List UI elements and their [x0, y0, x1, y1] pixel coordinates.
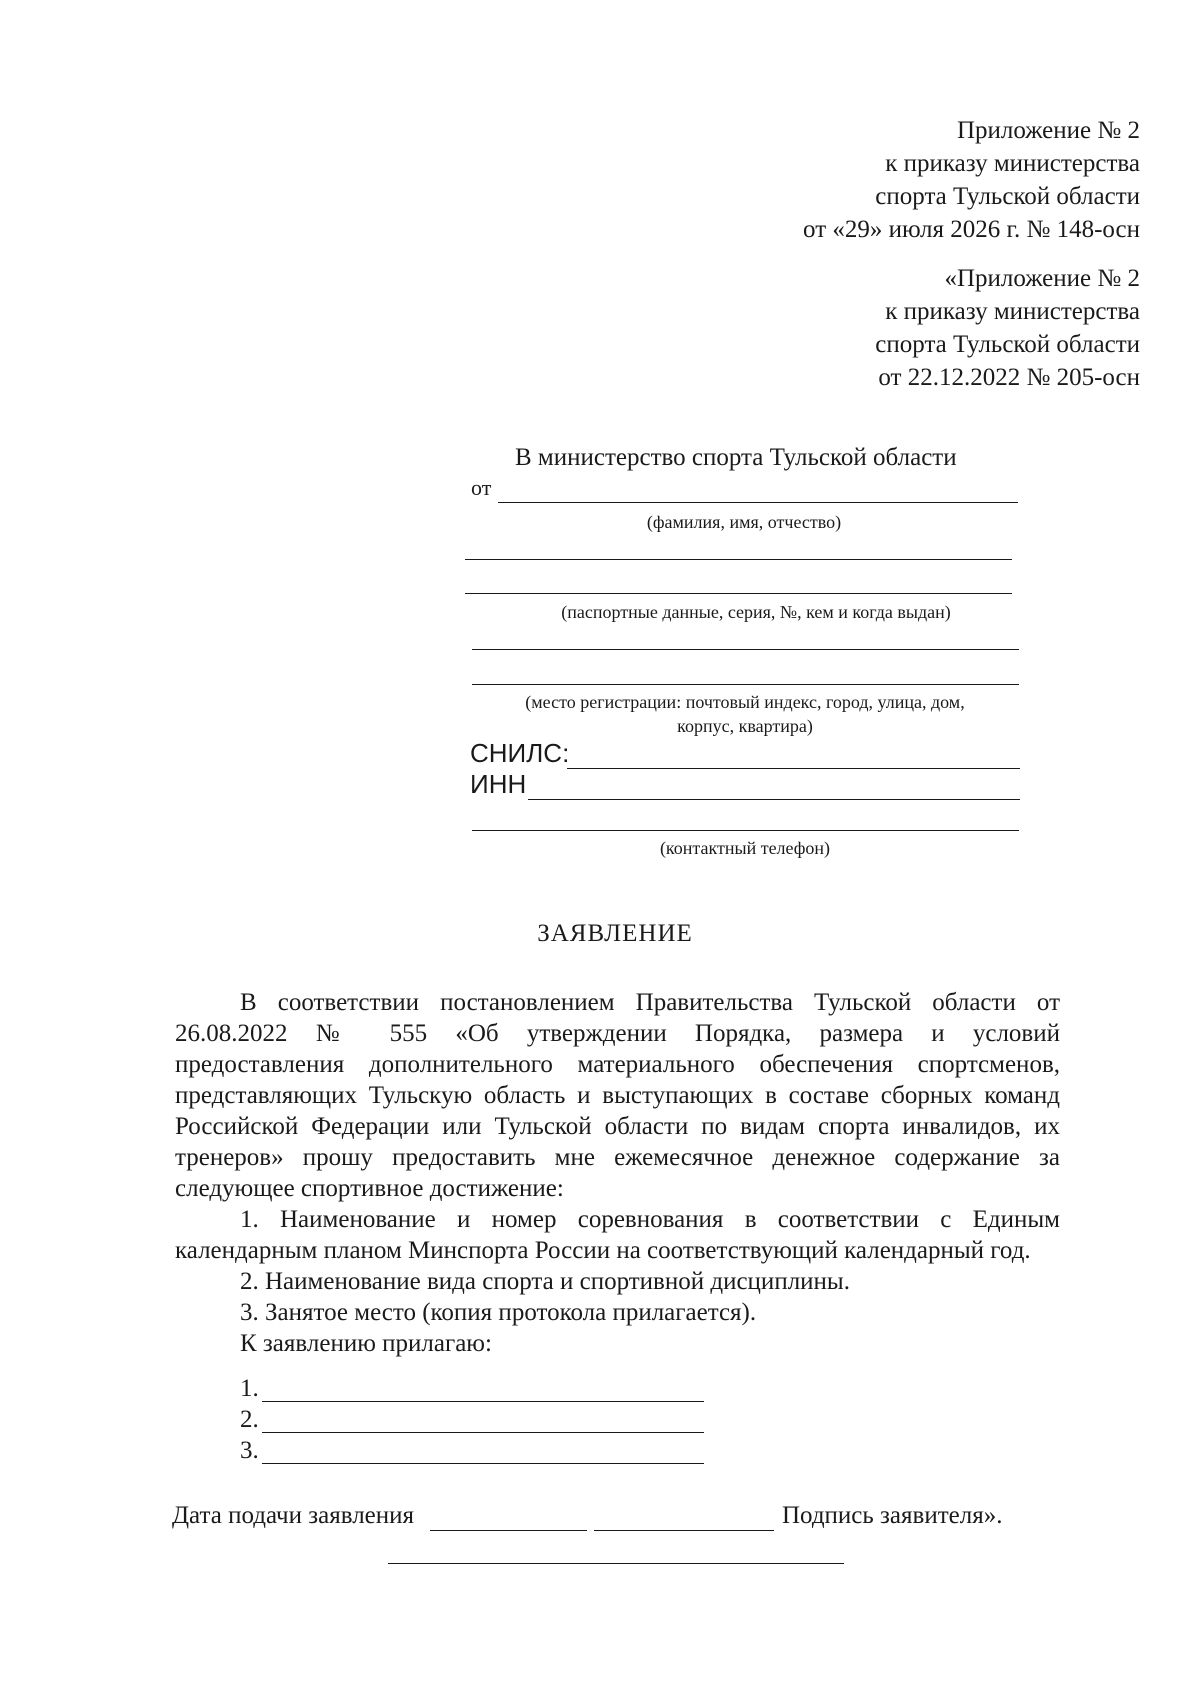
passport-field-1[interactable]	[465, 559, 1012, 560]
signature-field[interactable]	[594, 1530, 774, 1531]
header-current-line-3: спорта Тульской области	[875, 183, 1140, 210]
paragraph-line: представляющих Тульскую область и выступающих в составе сборных команд	[175, 1082, 1060, 1109]
registration-caption-1: (место регистрации: почтовый индекс, город, улица, дом,	[525, 692, 965, 712]
header-current-line-1: Приложение № 2	[956, 117, 1140, 144]
fio-field[interactable]	[498, 502, 1018, 503]
date-label: Дата подачи заявления	[172, 1502, 415, 1529]
statement-paragraph	[175, 987, 1060, 1359]
date-field[interactable]	[430, 1530, 587, 1531]
header-original-line-3: спорта Тульской области	[875, 331, 1140, 358]
item-1-line: календарным планом Минспорта России на соответствующий календарный год.	[175, 1237, 1031, 1264]
fio-caption: (фамилия, имя, отчество)	[646, 512, 842, 532]
paragraph-line: 26.08.2022 № 555 «Об утверждении Порядка, размера и условий	[175, 1020, 1060, 1047]
snils-field[interactable]	[567, 768, 1020, 769]
paragraph-line: Российской Федерации или Тульской области по видам спорта инвалидов, их	[175, 1113, 1060, 1140]
addressee: В министерство спорта Тульской области	[515, 444, 957, 471]
attachments-label: К заявлению прилагаю:	[240, 1330, 492, 1357]
item-2: 2. Наименование вида спорта и спортивной дисциплины.	[240, 1268, 850, 1295]
header-original-line-4: от 22.12.2022 № 205-осн	[878, 364, 1140, 391]
attachment-number-3: 3.	[240, 1437, 259, 1464]
attachment-field-3[interactable]	[262, 1463, 704, 1464]
phone-caption: (контактный телефон)	[659, 838, 831, 858]
header-current-order	[803, 114, 1140, 246]
paragraph-line: В соответствии постановлением Правительства Тульской области от	[240, 989, 1060, 1016]
passport-field-2[interactable]	[465, 593, 1012, 594]
registration-field-1[interactable]	[472, 649, 1019, 650]
attachment-number-1: 1.	[240, 1375, 259, 1402]
document-title: ЗАЯВЛЕНИЕ	[537, 920, 693, 947]
closing-separator	[388, 1563, 844, 1564]
inn-label: ИНН	[470, 769, 527, 799]
inn-field[interactable]	[528, 799, 1020, 800]
header-original-order	[875, 262, 1140, 394]
item-1-line: 1. Наименование и номер соревнования в соответствии с Единым	[240, 1206, 1060, 1233]
paragraph-line: тренеров» прошу предоставить мне ежемесячное денежное содержание за	[175, 1144, 1060, 1171]
paragraph-line: следующее спортивное достижение:	[175, 1175, 564, 1202]
snils-label: СНИЛС:	[470, 738, 570, 768]
signature-label: Подпись заявителя».	[782, 1502, 1003, 1529]
from-label: от	[471, 475, 492, 500]
phone-field[interactable]	[472, 830, 1019, 831]
registration-caption-2: корпус, квартира)	[677, 716, 813, 736]
attachment-number-2: 2.	[240, 1406, 259, 1433]
attachment-field-1[interactable]	[262, 1401, 704, 1402]
header-current-line-2: к приказу министерства	[885, 150, 1140, 177]
registration-field-2[interactable]	[472, 684, 1019, 685]
header-current-line-4: от «29» июля 2026 г. № 148-осн	[803, 216, 1140, 243]
item-3: 3. Занятое место (копия протокола прилагается).	[240, 1299, 757, 1326]
passport-caption: (паспортные данные, серия, №, кем и когда выдан)	[561, 602, 951, 622]
header-original-line-2: к приказу министерства	[885, 298, 1140, 325]
attachment-field-2[interactable]	[262, 1432, 704, 1433]
paragraph-line: предоставления дополнительного материального обеспечения спортсменов,	[175, 1051, 1060, 1078]
header-original-line-1: «Приложение № 2	[944, 265, 1140, 292]
